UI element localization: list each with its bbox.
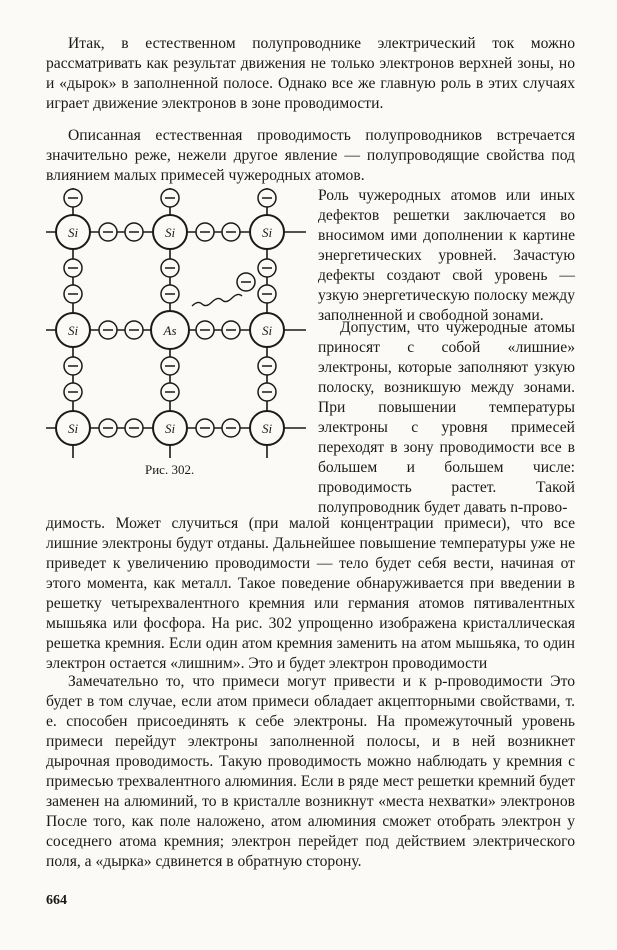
wrap-text-1: Роль чужеродных атомов или иных дефектов решетки заключается во вносимом ими дополнении к картине энергетических уровней. Зачастую дефекты создают свой уровень — узкую энергетическую полоску между заполненной и свободной зонами.	[318, 187, 575, 324]
atom-label: Si	[67, 421, 79, 436]
atom-label: Si	[261, 323, 273, 338]
atom-label: Si	[164, 225, 176, 240]
silicon-lattice-diagram	[46, 188, 306, 458]
figure-302-lattice	[46, 188, 306, 458]
wrap-text-2: Допустим, что чужеродные атомы приносят с собой «лишние» электроны, которые заполняют узкую полоску, возникшую между зонами. При повышении температуры электроны с уровня примесей переходят в зону проводимости все в большем и большем числе: проводимость растет. Такой полупроводник будет давать n-прово-	[318, 319, 575, 516]
page-number: 664	[46, 893, 67, 908]
paragraph-3-continuation: димость. Может случиться (при малой концентрации примеси), что все лишние электроны будут отданы. Дальнейшее повышение температуры уже не приведет к увеличению проводимости — тело будет себя вести, начиная от этого момента, как металл. Такое поведение обнаруживается при введении в решетку четырехвалентного кремния или германия атомов пятивалентных мышьяка или фосфора. На рис. 302 упрощенно изображена кристаллическая решетка кремния. Если один атом кремния заменить на атом мышьяка, то один электрон остается «лишним». Это и будет электрон проводимости	[46, 515, 575, 672]
paragraph-4: Замечательно то, что примеси могут привести и к p-проводимости Это будет в том случае, если атом примеси обладает акцепторными свойствами, т. е. способен присоединять к себе электроны. На промежуточный уровень примеси перейдут электроны заполненной полосы, и в ней возникнет дырочная проводимость. Такую проводимость можно наблюдать у кремния с примесью трехвалентного алюминия. Если в ряде мест решетки кремний будет заменен на алюминий, то в кристалле возникнут «места нехватки» электронов После того, как поле наложено, атом алюминия сможет отобрать электрон у соседнего атома кремния; электрон перейдет под действием электрического поля, а «дырка» сдвинется в обратную сторону.	[46, 673, 575, 870]
atom-label: Si	[67, 225, 79, 240]
paragraph-1: Итак, в естественном полупроводнике электрический ток можно рассматривать как результат движения не только электронов верхней зоны, но и «дырок» в заполненной полосе. Однако все же главную роль в этих случаях играет движение электронов в зоне проводимости.	[46, 35, 575, 112]
figure-caption: Рис. 302.	[145, 462, 195, 477]
atom-label: Si	[164, 421, 176, 436]
atom-label: Si	[67, 323, 79, 338]
paragraph-2: Описанная естественная проводимость полупроводников встречается значительно реже, нежели другое явление — полупроводящие свойства под влиянием малых примесей чужеродных атомов.	[46, 127, 575, 184]
atom-label-arsenic: As	[163, 323, 177, 338]
atom-label: Si	[261, 225, 273, 240]
atom-label: Si	[261, 421, 273, 436]
